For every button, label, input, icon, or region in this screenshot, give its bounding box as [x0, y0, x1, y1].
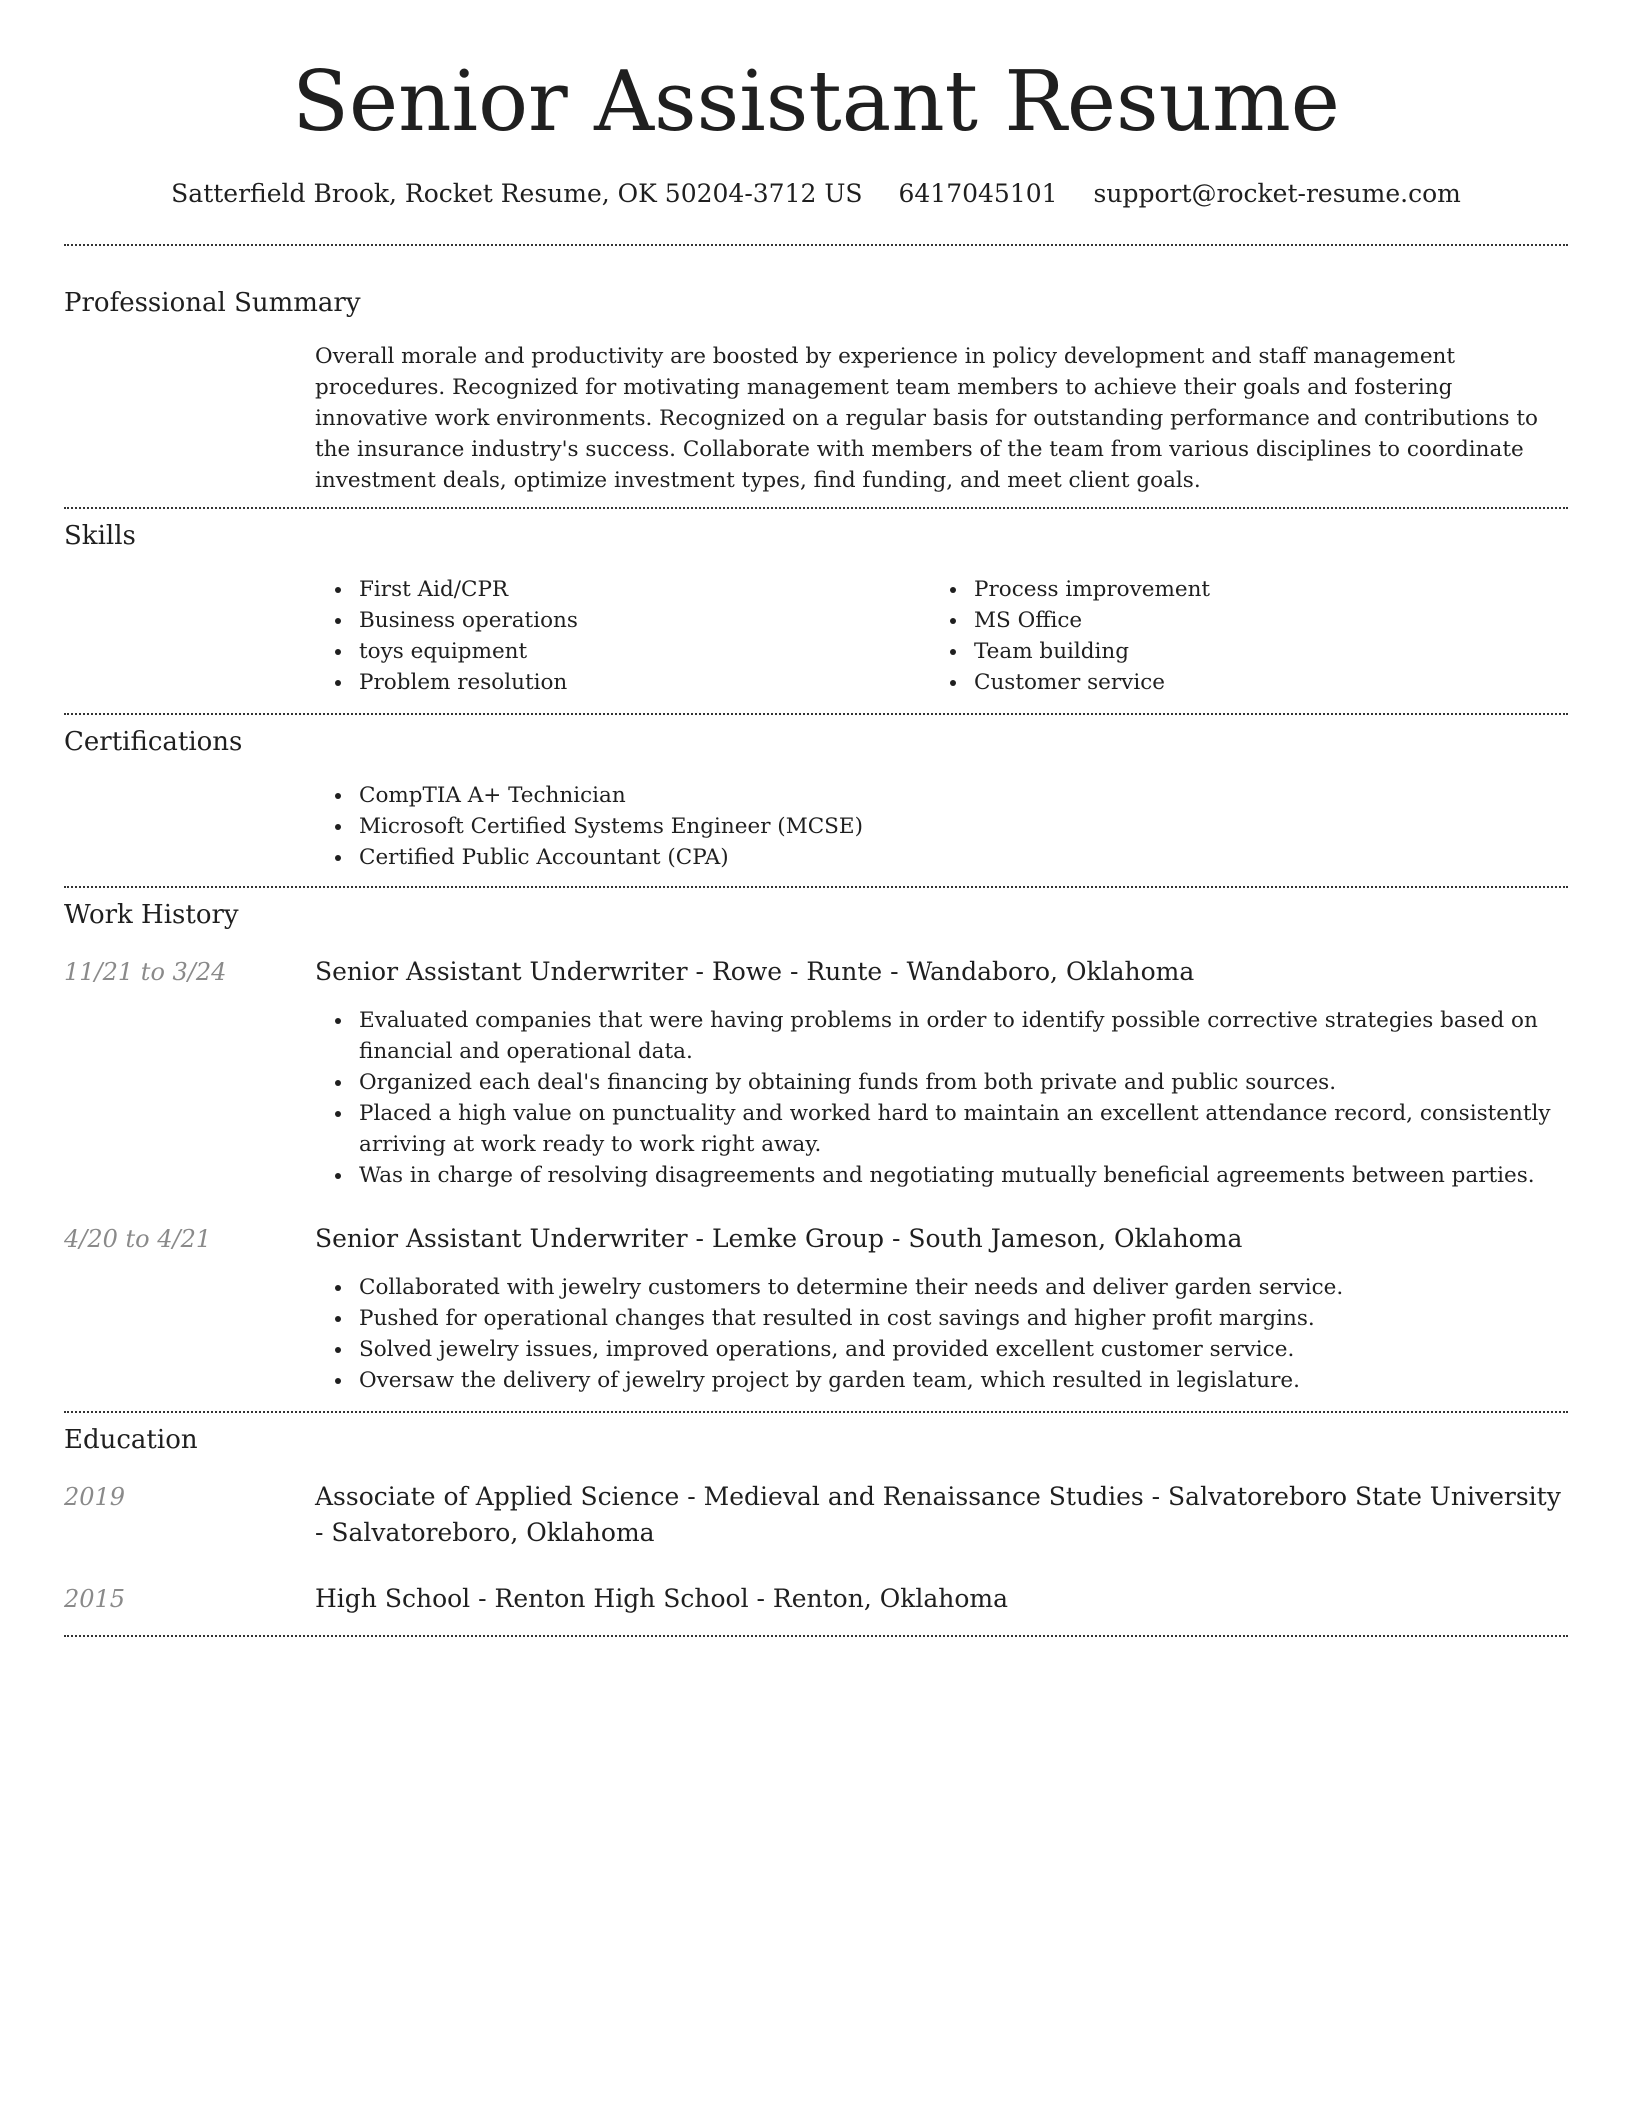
job-bullet: Evaluated companies that were having problems in order to identify possible corrective strategies based on financial and operational data. [315, 1005, 1568, 1067]
job-bullet: Solved jewelry issues, improved operations, and provided excellent customer service. [315, 1334, 1568, 1365]
summary-text: Overall morale and productivity are boosted by experience in policy development and staff management procedures. Recognized for motivating management team members to achieve their goals and fostering innovative work environments. Recognized on a regular basis for outstanding performance and contributions to the insurance industry's success. Collaborate with members of the team from various disciplines to coordinate investment deals, optimize investment types, find funding, and meet client goals. [315, 344, 1538, 493]
education-details: - Salvatoreboro State University - Salvatoreboro, Oklahoma [315, 1482, 1561, 1547]
certification-item: CompTIA A+ Technician [315, 780, 1568, 811]
skill-item: First Aid/CPR [315, 574, 930, 605]
skill-item: Customer service [930, 667, 1545, 698]
skill-item: Team building [930, 636, 1545, 667]
education-heading-line [315, 1581, 1568, 1617]
job-heading [315, 1221, 1568, 1257]
work-history-heading: Work History [64, 900, 239, 930]
education-entry [64, 1581, 1568, 1617]
contact-address: Satterfield Brook, Rocket Resume, OK 50204-3712 US [171, 179, 863, 208]
education-degree: High School [315, 1584, 471, 1613]
skill-item: toys equipment [315, 636, 930, 667]
skills-list-left [315, 574, 930, 698]
resume-title: Senior Assistant Resume [292, 53, 1340, 150]
job-details: - Rowe - Runte - Wandaboro, Oklahoma [687, 957, 1195, 986]
contact-line [64, 176, 1568, 212]
work-history-section [64, 888, 1568, 1411]
job-bullets [315, 1272, 1568, 1396]
skill-item: Process improvement [930, 574, 1545, 605]
education-details: - Renton High School - Renton, Oklahoma [470, 1584, 1009, 1613]
contact-phone: 6417045101 [898, 179, 1058, 208]
summary-heading: Professional Summary [64, 288, 361, 318]
certifications-heading: Certifications [64, 727, 243, 757]
skill-item: MS Office [930, 605, 1545, 636]
summary-section [64, 246, 1568, 507]
education-heading-line [315, 1479, 1568, 1551]
certifications-list [315, 780, 1568, 873]
education-entry [64, 1479, 1568, 1551]
certifications-section [64, 715, 1568, 886]
section-divider [64, 1635, 1568, 1637]
job-bullet: Pushed for operational changes that resulted in cost savings and higher profit margins. [315, 1303, 1568, 1334]
skill-item: Problem resolution [315, 667, 930, 698]
job-bullet: Organized each deal's financing by obtaining funds from both private and public sources. [315, 1067, 1568, 1098]
skill-item: Business operations [315, 605, 930, 636]
job-bullet: Was in charge of resolving disagreements and negotiating mutually beneficial agreements between parties. [315, 1160, 1568, 1191]
skills-heading: Skills [64, 521, 136, 551]
job-title: Senior Assistant Underwriter [315, 1224, 688, 1253]
certification-item: Certified Public Accountant (CPA) [315, 842, 1568, 873]
skills-list-right [930, 574, 1545, 698]
education-section [64, 1413, 1568, 1635]
job-bullet: Collaborated with jewelry customers to determine their needs and deliver garden service. [315, 1272, 1568, 1303]
job-entry [64, 954, 1568, 1191]
job-dates: 4/20 to 4/21 [64, 1225, 212, 1253]
job-details: - Lemke Group - South Jameson, Oklahoma [687, 1224, 1243, 1253]
job-dates: 11/21 to 3/24 [64, 958, 227, 986]
job-bullet: Oversaw the delivery of jewelry project by garden team, which resulted in legislature. [315, 1365, 1568, 1396]
skills-section [64, 509, 1568, 713]
job-title: Senior Assistant Underwriter [315, 957, 688, 986]
job-bullets [315, 1005, 1568, 1191]
job-bullet: Placed a high value on punctuality and worked hard to maintain an excellent attendance record, consistently arriving at work ready to work right away. [315, 1098, 1568, 1160]
contact-email[interactable]: support@rocket-resume.com [1093, 179, 1461, 208]
education-degree: Associate of Applied Science - Medieval and Renaissance Studies [315, 1482, 1144, 1511]
job-entry [64, 1221, 1568, 1396]
job-heading [315, 954, 1568, 990]
education-heading: Education [64, 1425, 198, 1455]
certification-item: Microsoft Certified Systems Engineer (MCSE) [315, 811, 1568, 842]
education-year: 2015 [64, 1585, 126, 1613]
education-year: 2019 [64, 1483, 126, 1511]
